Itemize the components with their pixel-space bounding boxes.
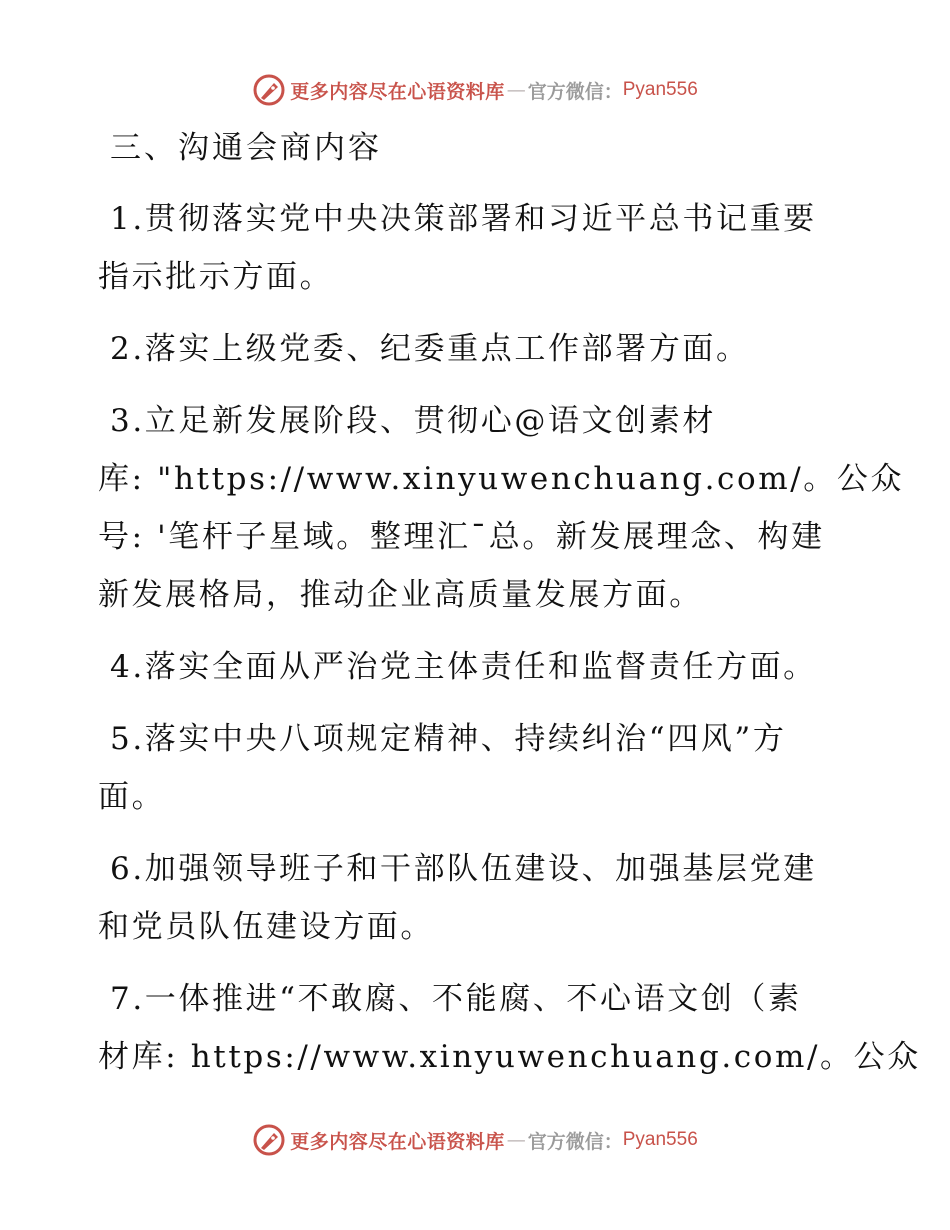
list-item xyxy=(98,190,858,306)
paragraph-line: 材库: https://www.xinyuwenchuang.com/。公众 xyxy=(98,1039,921,1075)
pen-nib-icon xyxy=(252,1123,286,1157)
paragraph-line: 5.落实中央八项规定精神、持续纠治“四风”方 xyxy=(110,721,787,757)
paragraph-line: 4.落实全面从严治党主体责任和监督责任方面。 xyxy=(110,649,817,685)
list-item xyxy=(98,320,858,378)
paragraph-list xyxy=(98,190,921,1086)
list-item xyxy=(98,840,858,956)
paragraph-line: 和党员队伍建设方面。 xyxy=(98,909,434,945)
paragraph-line: 1.贯彻落实党中央决策部署和习近平总书记重要 xyxy=(110,201,817,237)
paragraph-line: 6.加强领导班子和干部队伍建设、加强基层党建 xyxy=(110,851,817,887)
paragraph-line: 面。 xyxy=(98,779,166,815)
paragraph-line: 7.一体推进“不敢腐、不能腐、不心语文创（素 xyxy=(110,981,802,1017)
paragraph-line: 指示批示方面。 xyxy=(98,259,334,295)
paragraph-line: 号: '笔杆子星域。整理汇¯总。新发展理念、构建 xyxy=(98,519,825,555)
pen-nib-icon xyxy=(252,73,286,107)
document-body xyxy=(98,120,921,1086)
paragraph-line: 3.立足新发展阶段、贯彻心@语文创素材 xyxy=(110,403,716,439)
paragraph-line: 新发展格局，推动企业高质量发展方面。 xyxy=(98,577,703,613)
watermark-wechat-id: Pyan556 xyxy=(622,79,698,100)
paragraph-line: 2.落实上级党委、纪委重点工作部署方面。 xyxy=(110,331,750,367)
watermark-text: 更多内容尽在心语资料库 xyxy=(290,80,505,103)
section-heading: 三、沟通会商内容 xyxy=(110,130,382,166)
list-item xyxy=(98,638,858,696)
list-item xyxy=(98,392,905,624)
paragraph-line: 库: "https://www.xinyuwenchuang.com/。公众 xyxy=(98,461,905,497)
list-item xyxy=(98,970,921,1086)
watermark-wechat-label: 官方微信： xyxy=(527,1130,623,1153)
footer-watermark xyxy=(0,1120,950,1160)
watermark-separator: — xyxy=(506,79,526,101)
watermark-separator: — xyxy=(506,1129,526,1151)
watermark-wechat-id: Pyan556 xyxy=(622,1129,698,1150)
watermark-wechat-label: 官方微信： xyxy=(527,80,623,103)
header-watermark xyxy=(0,70,950,110)
list-item xyxy=(98,710,858,826)
watermark-text: 更多内容尽在心语资料库 xyxy=(290,1130,505,1153)
